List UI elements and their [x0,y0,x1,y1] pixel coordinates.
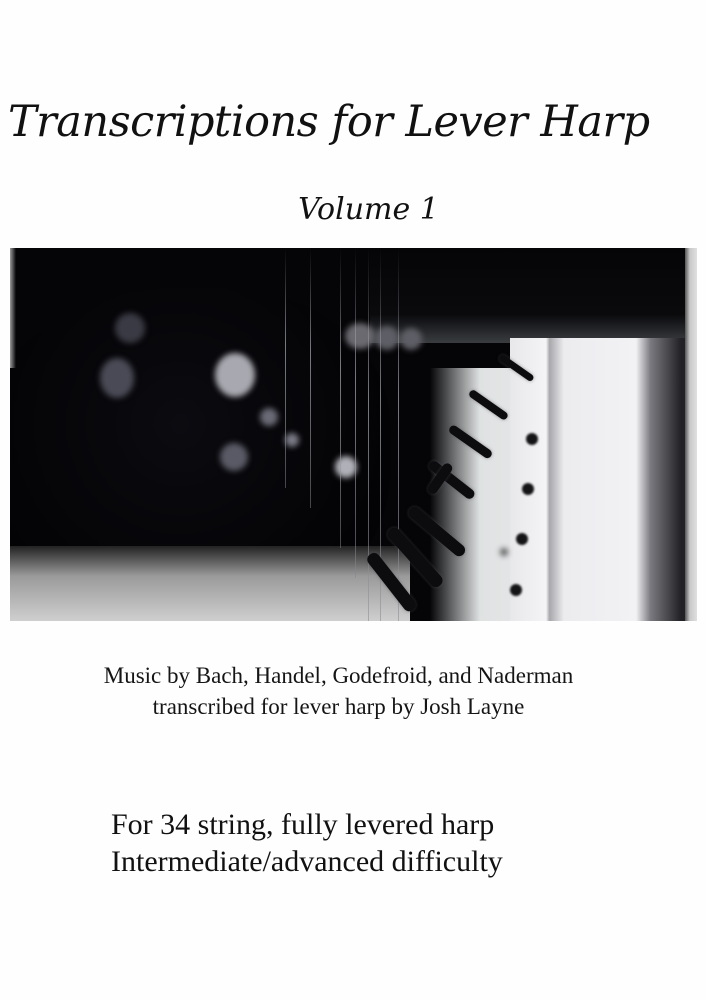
volume-subtitle: Volume 1 [298,192,439,227]
bokeh-highlight [375,326,399,350]
harp-string [340,248,341,548]
bokeh-highlight [345,323,375,349]
harp-string [285,248,286,488]
tuning-peg [516,533,528,545]
tuning-peg [526,433,538,445]
bokeh-highlight [220,443,248,471]
photo-edge [10,248,16,368]
harp-string [310,248,311,508]
bokeh-highlight [115,313,145,343]
harp-string [398,248,399,621]
bokeh-highlight [100,358,134,398]
composers-line: Music by Bach, Handel, Godefroid, and Naderman [103,663,574,688]
arranger-line: transcribed for lever harp by Josh Layne [152,694,525,719]
photo-edge [685,248,697,621]
page-title: Transcriptions for Lever Harp [8,97,650,147]
harp-pillar [510,338,690,621]
difficulty-level: Intermediate/advanced difficulty [111,845,503,878]
harp-string [368,248,369,621]
bokeh-highlight [285,433,299,447]
bokeh-highlight [500,548,508,556]
floor-area [10,546,410,621]
bokeh-highlight [215,353,255,397]
harp-requirement: For 34 string, fully levered harp [111,808,495,841]
harp-string [355,248,356,578]
instrument-specs [111,806,503,880]
harp-neck [370,248,697,343]
composer-credits [0,660,707,722]
bokeh-highlight [260,408,278,426]
tuning-peg [522,483,534,495]
harp-photo [10,248,697,621]
bokeh-highlight [335,456,357,478]
bokeh-highlight [400,328,422,350]
tuning-peg [510,584,522,596]
